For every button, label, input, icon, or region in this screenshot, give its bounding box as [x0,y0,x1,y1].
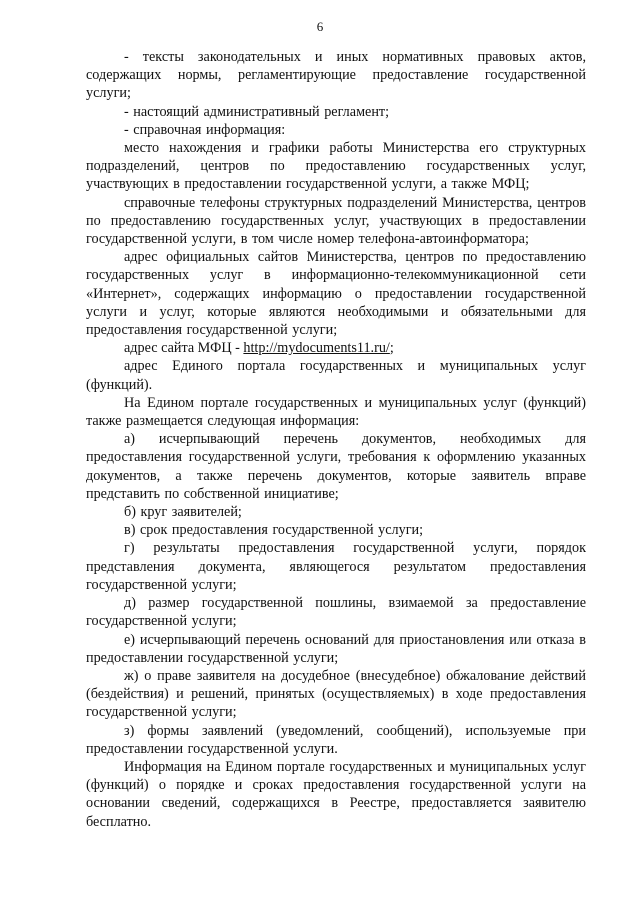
paragraph-location: место нахождения и графики работы Министерства его структурных подразделений, центров по предоставлению государственных услуг, участвующих в предоставлении государственной услуги, а также МФЦ; [86,140,586,193]
mfc-site-suffix: ; [389,340,394,357]
paragraph-phones: справочные телефоны структурных подразделений Министерства, центров по предоставлению государственных услуг, участвующих в предоставлении государственной услуги, в том числе номер телефона-автоинформатора; [86,194,586,248]
list-item-a: а) исчерпывающий перечень документов, необходимых для предоставления государственной услуги, требования к оформлению указанных документов, а также перечень документов, которые заявитель вправе представить по собственной инициативе; [86,431,586,502]
list-item-g: г) результаты предоставления государственной услуги, порядок представления документа, являющегося результатом предоставления государственной услуги; [86,540,586,593]
paragraph-portal-address: адрес Единого портала государственных и муниципальных услуг (функций). [86,358,586,393]
list-item-zh: ж) о праве заявителя на досудебное (внесудебное) обжалование действий (бездействия) и решений, принятых (осуществляемых) в ходе предоставления государственной услуги; [86,667,586,721]
paragraph-websites: адрес официальных сайтов Министерства, центров по предоставлению государственных услуг в информационно-телекоммуникационной сети «Интернет», содержащих информацию о предоставлении государственной услуги и услуг, которые являются необходимыми и обязательными для предоставления государственной услуги; [86,249,586,339]
document-body [86,48,586,831]
paragraph-reference-info: - справочная информация: [124,121,286,138]
paragraph-legal-acts: - тексты законодательных и иных нормативных правовых актов, содержащих нормы, регламентирующие предоставление государственной услуги; [86,49,586,102]
page-number: 6 [316,19,324,34]
list-item-v: в) срок предоставления государственной услуги; [124,522,424,539]
list-item-d: д) размер государственной пошлины, взимаемой за предоставление государственной услуги; [86,595,586,630]
list-item-b: б) круг заявителей; [124,504,242,521]
mfc-site-link[interactable]: http://mydocuments11.ru/ [243,340,390,357]
paragraph-mfc-site [86,339,586,357]
list-item-e: е) исчерпывающий перечень оснований для приостановления или отказа в предоставлении государственной услуги; [86,631,586,666]
paragraph-portal-info: На Едином портале государственных и муниципальных услуг (функций) также размещается следующая информация: [86,394,586,430]
paragraph-regulation: - настоящий административный регламент; [124,103,390,120]
paragraph-free-info: Информация на Едином портале государственных и муниципальных услуг (функций) о порядке и сроках предоставления государственной услуги на основании сведений, содержащихся в Реестре, предоставляется заявителю бесплатно. [86,758,586,830]
mfc-site-prefix: адрес сайта МФЦ - [124,340,244,357]
list-item-z: з) формы заявлений (уведомлений, сообщений), используемые при предоставлении государственной услуги. [86,722,586,757]
